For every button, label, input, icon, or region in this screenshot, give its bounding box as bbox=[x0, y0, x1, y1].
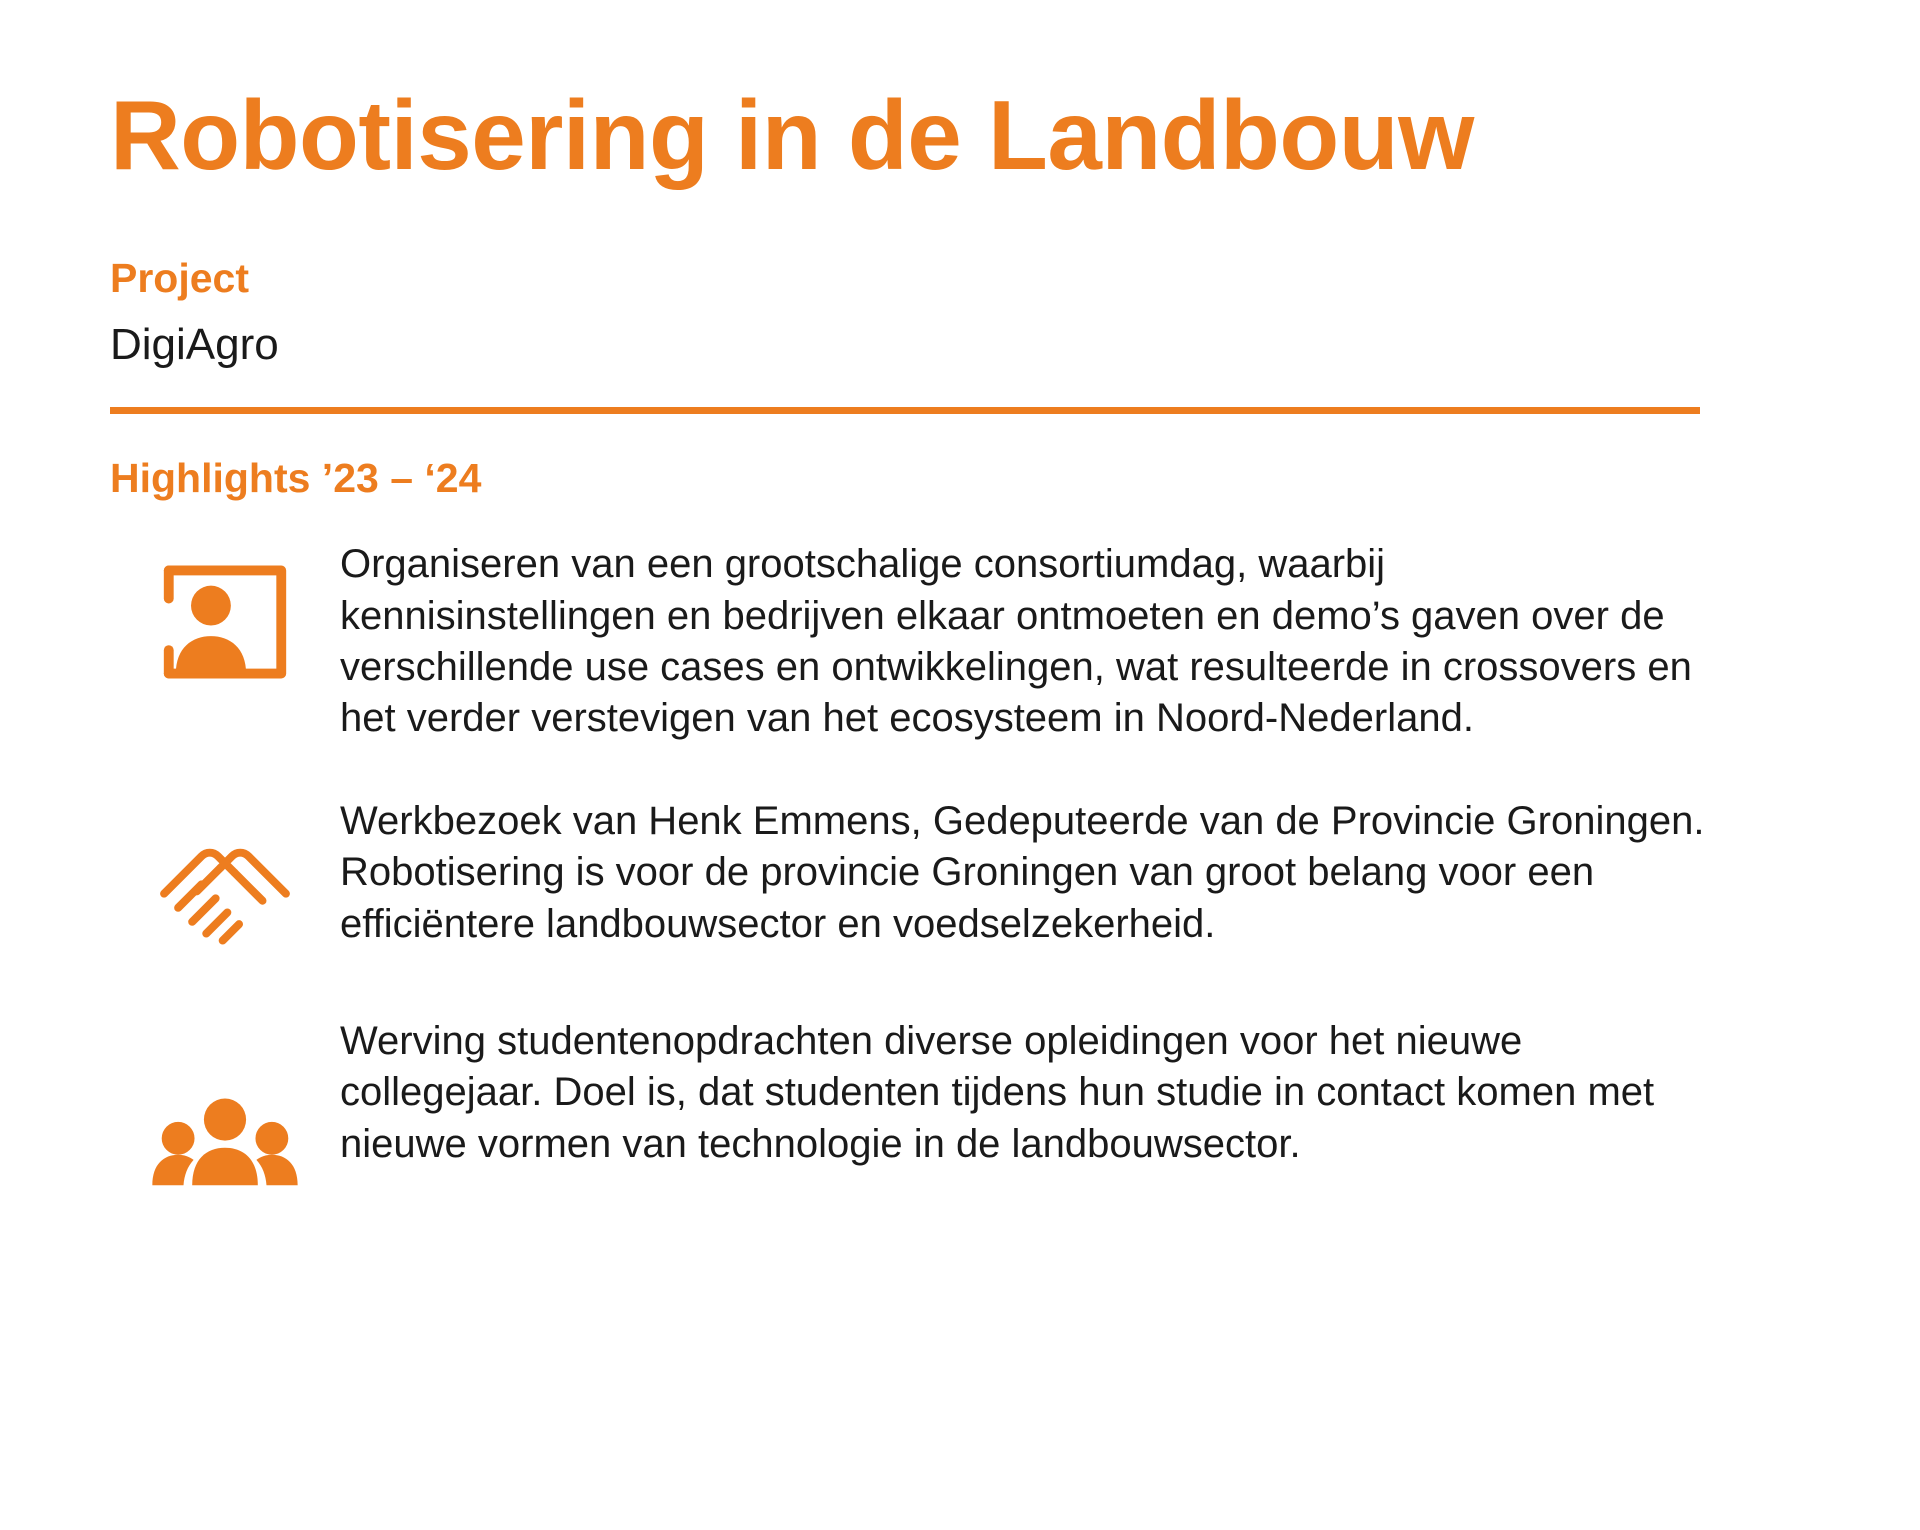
highlights-heading: Highlights ’23 – ‘24 bbox=[110, 455, 482, 502]
project-name: DigiAgro bbox=[110, 319, 279, 369]
list-item bbox=[110, 1016, 1810, 1218]
page-title: Robotisering in de Landbouw bbox=[110, 80, 1474, 190]
highlights-list bbox=[110, 501, 1810, 1218]
divider bbox=[110, 407, 1700, 414]
group-of-people-icon bbox=[110, 1016, 340, 1218]
highlight-text: Werkbezoek van Henk Emmens, Gedeputeerde van de Provincie Groningen. Robotisering is voor de provincie Groningen van groot belang voor een efficiëntere landbouwsector en voedselzekerheid. bbox=[340, 799, 1705, 946]
project-label: Project bbox=[110, 254, 249, 301]
list-item bbox=[110, 796, 1810, 964]
list-item bbox=[110, 539, 1810, 744]
highlight-text: Organiseren van een grootschalige consortiumdag, waarbij kennisinstellingen en bedrijven elkaar ontmoeten en demo’s gaven over de verschillende use cases en ontwikkelingen, wat resulteerde in crossovers en het verder verstevigen van het ecosysteem in Noord-Nederland. bbox=[340, 542, 1692, 741]
person-in-frame-icon bbox=[110, 539, 340, 697]
highlight-text: Werving studentenopdrachten diverse opleidingen voor het nieuwe collegejaar. Doel is, dat studenten tijdens hun studie in contact komen met nieuwe vormen van technologie in de landbouwsector. bbox=[340, 1019, 1655, 1166]
handshake-icon bbox=[110, 796, 340, 964]
